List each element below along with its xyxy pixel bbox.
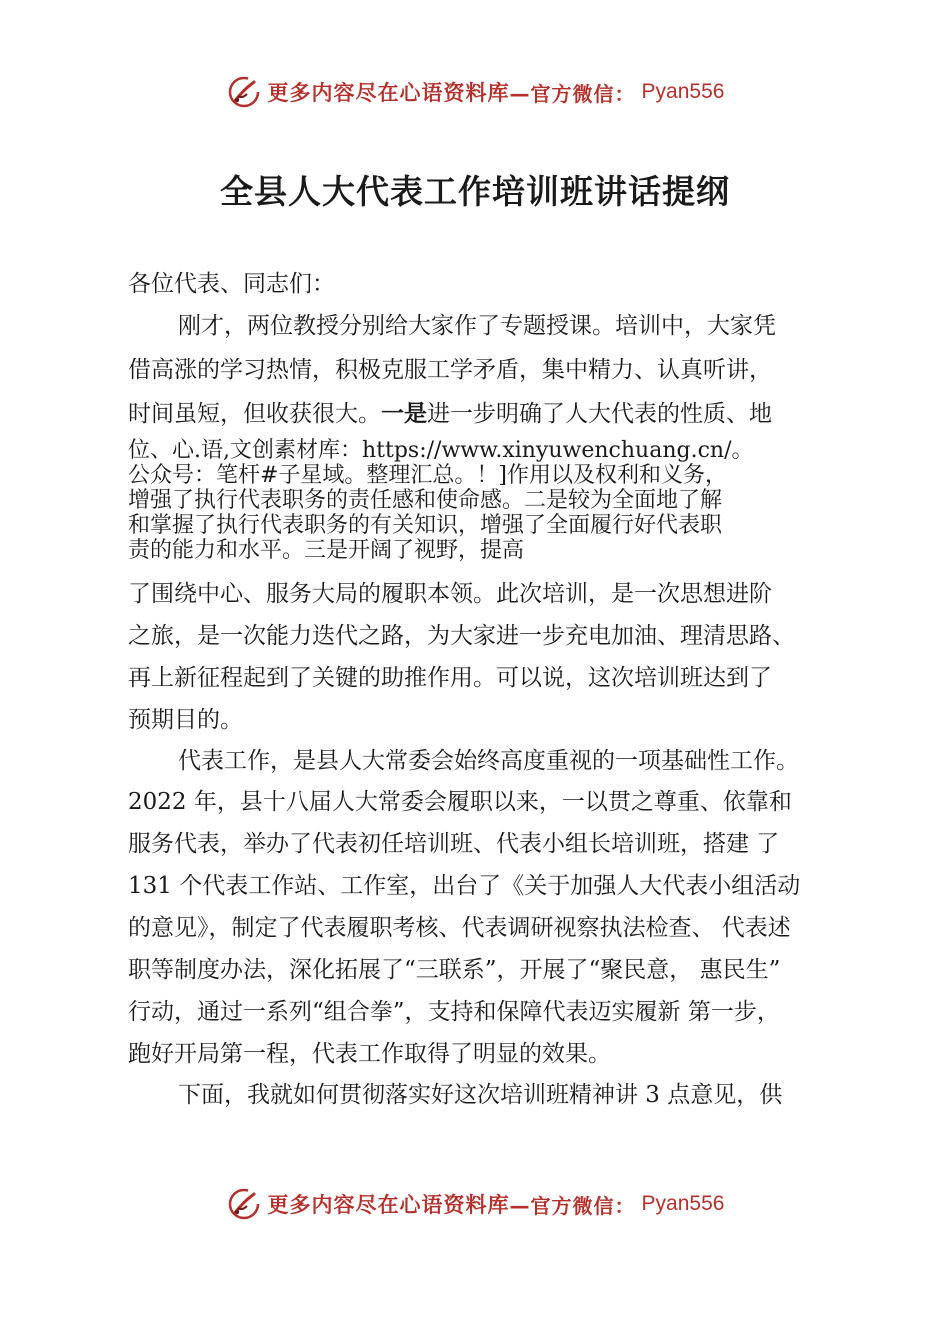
p2-line-2: 2022 年，县十八届人大常委会履职以来，一以贯之尊重、依靠和 <box>128 789 792 815</box>
header-banner-main: 更多内容尽在心语资料库 <box>267 80 510 105</box>
p2-line-7: 行动，通过一系列“组合拳”，支持和保障代表迈实履新 第一步， <box>128 999 780 1025</box>
footer-banner <box>0 1184 950 1224</box>
header-banner-dash: —官方微信： <box>509 81 636 106</box>
p1-bold-yishi: 一是 <box>381 401 427 427</box>
footer-banner-main: 更多内容尽在心语资料库 <box>267 1192 510 1217</box>
p1-line-3 <box>128 398 772 430</box>
p1-line-3b: 进一步明确了人大代表的性质、地 <box>427 401 772 427</box>
salutation: 各位代表、同志们： <box>128 271 335 297</box>
header-banner-id: Pyan556 <box>641 80 725 103</box>
p2-line-8: 跑好开局第一程，代表工作取得了明显的效果。 <box>128 1041 611 1067</box>
footer-banner-dash: —官方微信： <box>509 1193 636 1218</box>
p1-line-9: 了围绕中心、服务大局的履职本领。此次培训，是一次思想进阶 <box>128 581 772 607</box>
p2-line-5: 的意见》，制定了代表履职考核、代表调研视察执法检查、 代表述 <box>128 915 791 941</box>
p3-line-1: 下面，我就如何贯彻落实好这次培训班精神讲 3 点意见，供 <box>178 1082 783 1108</box>
p2-line-1: 代表工作，是县人大常委会始终高度重视的一项基础性工作。 <box>178 748 799 774</box>
p1-line-12: 预期目的。 <box>128 707 243 733</box>
p1-line-8: 责的能力和水平。三是开阔了视野，提高 <box>128 538 525 563</box>
p1-line-10: 之旅，是一次能力迭代之路，为大家进一步充电加油、理清思路、 <box>128 623 795 649</box>
p1-line-6: 增强了执行代表职务的责任感和使命感。二是较为全面地了解 <box>128 488 723 513</box>
p1-line-4: 位、心.语,文创素材库：https://www.xinyuwenchuang.cn/。 <box>128 438 754 463</box>
p2-line-4: 131 个代表工作站、工作室，出台了《关于加强人大代表小组活动 <box>128 873 801 899</box>
brush-logo-icon <box>226 1186 262 1222</box>
p1-line-7: 和掌握了执行代表职务的有关知识，增强了全面履行好代表职 <box>128 513 723 538</box>
header-banner <box>0 72 950 112</box>
footer-banner-id: Pyan556 <box>641 1192 725 1215</box>
p2-line-3: 服务代表，举办了代表初任培训班、代表小组长培训班，搭建 了 <box>128 831 780 857</box>
p1-line-11: 再上新征程起到了关键的助推作用。可以说，这次培训班达到了 <box>128 665 772 691</box>
document-title: 全县人大代表工作培训班讲话提纲 <box>220 172 730 211</box>
brush-logo-icon <box>226 74 262 110</box>
p1-line-2: 借高涨的学习热情，积极克服工学矛盾，集中精力、认真听讲， <box>128 357 772 383</box>
p1-line-3a: 时间虽短，但收获很大。 <box>128 401 381 427</box>
p2-line-6: 职等制度办法，深化拓展了“三联系”，开展了“聚民意， 惠民生” <box>128 957 781 983</box>
p1-line-5: 公众号：笔杆#子星域。整理汇总。！]作用以及权利和义务， <box>128 463 728 488</box>
p1-line-1: 刚才，两位教授分别给大家作了专题授课。培训中，大家凭 <box>178 313 776 339</box>
